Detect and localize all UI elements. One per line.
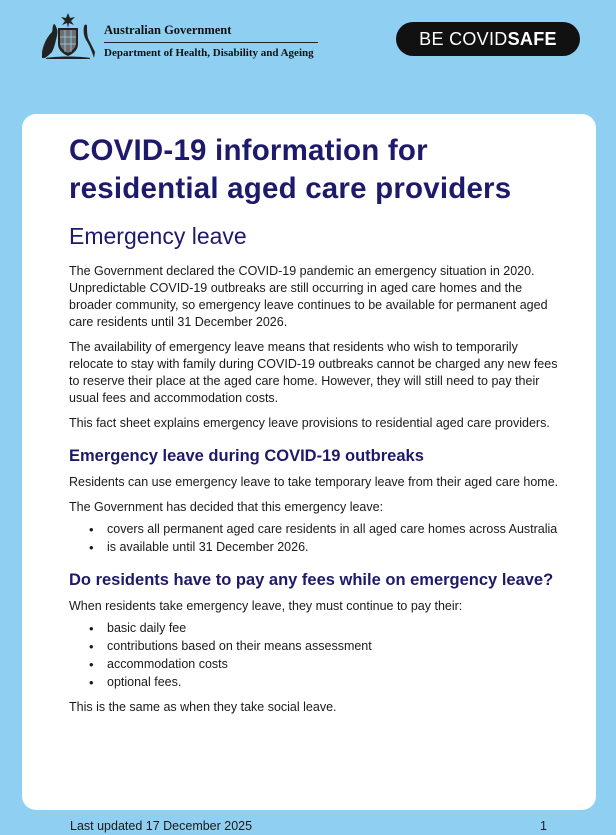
list-item: • is available until 31 December 2026. [69, 539, 559, 556]
section-paragraph: This is the same as when they take social leave. [69, 700, 337, 714]
section-paragraph: When residents take emergency leave, they must continue to pay their: [69, 599, 463, 613]
page-number: 1 [540, 819, 547, 833]
section-heading-fees: Do residents have to pay any fees while on emergency leave? [69, 571, 554, 589]
list-item: • basic daily fee [69, 620, 559, 637]
page-header [0, 0, 616, 112]
be-covidsafe-badge [396, 22, 580, 56]
covidsafe-bold-text: SAFE [507, 29, 557, 49]
content-card [22, 114, 596, 810]
last-updated: Last updated 17 December 2025 [70, 819, 253, 833]
bullet-list [69, 521, 559, 556]
intro-paragraph: This fact sheet explains emergency leave provisions to residential aged care providers. [69, 416, 550, 430]
document-body [69, 132, 559, 716]
branding-divider [104, 42, 318, 43]
covidsafe-regular-text: BE COVID [419, 29, 508, 49]
intro-paragraph: The Government declared the COVID-19 pandemic an emergency situation in 2020. Unpredictable COVID-19 outbreaks are still occurring in aged care homes and the broader community, so emergency leave continues to be available for permanent aged care residents until 31 December 2026. [69, 264, 548, 329]
coat-of-arms-icon [38, 12, 98, 60]
page-subtitle: Emergency leave [69, 223, 247, 249]
bullet-list [69, 620, 559, 691]
list-item: • optional fees. [69, 674, 559, 691]
list-item: • accommodation costs [69, 656, 559, 673]
section-paragraph: Residents can use emergency leave to take temporary leave from their aged care home. [69, 475, 559, 489]
section-paragraph: The Government has decided that this emergency leave: [69, 500, 384, 514]
section-heading-outbreaks: Emergency leave during COVID-19 outbreaks [69, 447, 424, 465]
government-branding [104, 22, 318, 60]
government-name: Australian Government [104, 23, 232, 37]
list-item: • contributions based on their means assessment [69, 638, 559, 655]
intro-paragraph: The availability of emergency leave means that residents who wish to temporarily relocate to stay with family during COVID-19 outbreaks cannot be charged any new fees to reserve their place at the aged care home. However, they will still need to pay their usual fees and accommodation costs. [69, 340, 558, 405]
page-title: COVID-19 information for residential aged care providers [69, 134, 512, 205]
list-item: • covers all permanent aged care residents in all aged care homes across Australia [69, 521, 559, 538]
department-name: Department of Health, Disability and Ageing [104, 47, 314, 59]
